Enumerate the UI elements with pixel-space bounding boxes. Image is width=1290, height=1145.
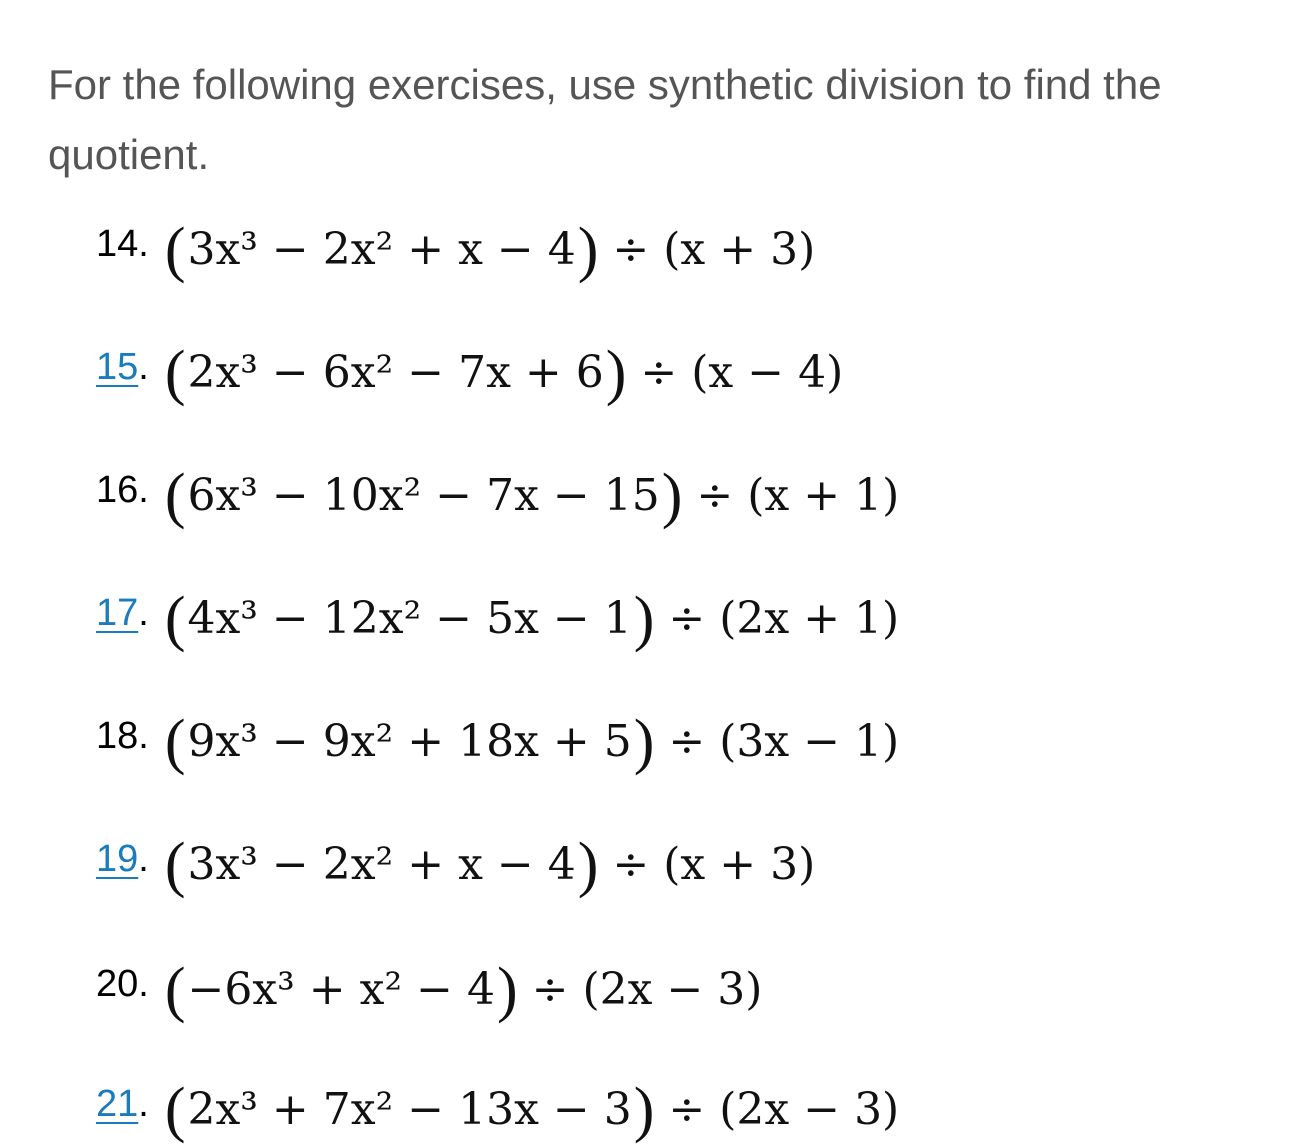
exercise-expression: ( 4x³ − 12x² − 5x − 1 ) ÷ (2x + 1) xyxy=(164,585,900,653)
division-symbol: ÷ xyxy=(612,224,650,275)
exercise-number-link[interactable]: 17 xyxy=(96,591,139,634)
division-symbol: ÷ xyxy=(668,716,706,767)
divisor: (2x − 3) xyxy=(582,964,763,1015)
divisor: (x + 1) xyxy=(747,470,900,521)
exercise-14: 14 . ( 3x³ − 2x² + x − 4 ) ÷ (x + 3) xyxy=(96,204,815,284)
division-symbol: ÷ xyxy=(668,593,706,644)
exercise-expression: ( 3x³ − 2x² + x − 4 ) ÷ (x + 3) xyxy=(164,831,816,899)
exercise-number-link[interactable]: 19 xyxy=(96,837,139,880)
divisor: (2x + 1) xyxy=(719,593,900,644)
divisor: (x − 4) xyxy=(691,347,844,398)
dividend: 3x³ − 2x² + x − 4 xyxy=(187,839,576,890)
divisor: (x + 3) xyxy=(663,839,816,890)
exercise-number: 18 xyxy=(96,714,139,757)
dividend: 9x³ − 9x² + 18x + 5 xyxy=(187,716,632,767)
dividend: −6x³ + x² − 4 xyxy=(187,964,495,1015)
division-symbol: ÷ xyxy=(640,347,678,398)
exercise-15: 15 . ( 2x³ − 6x² − 7x + 6 ) ÷ (x − 4) xyxy=(96,327,843,407)
exercise-number: 14 xyxy=(96,222,139,265)
exercise-19: 19 . ( 3x³ − 2x² + x − 4 ) ÷ (x + 3) xyxy=(96,819,815,899)
exercise-17: 17 . ( 4x³ − 12x² − 5x − 1 ) ÷ (2x + 1) xyxy=(96,573,899,653)
exercise-21: 21 . ( 2x³ + 7x² − 13x − 3 ) ÷ (2x − 3) xyxy=(96,1064,899,1144)
division-symbol: ÷ xyxy=(696,470,734,521)
dividend: 2x³ + 7x² − 13x − 3 xyxy=(187,1084,632,1135)
exercise-expression: ( 2x³ − 6x² − 7x + 6 ) ÷ (x − 4) xyxy=(164,339,844,407)
exercise-expression: ( 2x³ + 7x² − 13x − 3 ) ÷ (2x − 3) xyxy=(164,1076,900,1144)
divisor: (2x − 3) xyxy=(719,1084,900,1135)
exercise-expression: ( −6x³ + x² − 4 ) ÷ (2x − 3) xyxy=(164,956,763,1024)
division-symbol: ÷ xyxy=(531,964,569,1015)
exercise-expression: ( 3x³ − 2x² + x − 4 ) ÷ (x + 3) xyxy=(164,216,816,284)
division-symbol: ÷ xyxy=(668,1084,706,1135)
dividend: 6x³ − 10x² − 7x − 15 xyxy=(187,470,660,521)
division-symbol: ÷ xyxy=(612,839,650,890)
exercise-16: 16 . ( 6x³ − 10x² − 7x − 15 ) ÷ (x + 1) xyxy=(96,450,899,530)
instructions-text: For the following exercises, use synthetic division to find the quotient. xyxy=(48,61,1162,178)
dividend: 2x³ − 6x² − 7x + 6 xyxy=(187,347,604,398)
divisor: (x + 3) xyxy=(663,224,816,275)
exercise-expression: ( 9x³ − 9x² + 18x + 5 ) ÷ (3x − 1) xyxy=(164,708,900,776)
exercise-number-link[interactable]: 15 xyxy=(96,345,139,388)
exercise-number-link[interactable]: 21 xyxy=(96,1082,139,1125)
dividend: 4x³ − 12x² − 5x − 1 xyxy=(187,593,632,644)
exercise-number: 20 xyxy=(96,962,139,1005)
exercise-expression: ( 6x³ − 10x² − 7x − 15 ) ÷ (x + 1) xyxy=(164,462,900,530)
exercise-18: 18 . ( 9x³ − 9x² + 18x + 5 ) ÷ (3x − 1) xyxy=(96,696,899,776)
exercise-number: 16 xyxy=(96,468,139,511)
dividend: 3x³ − 2x² + x − 4 xyxy=(187,224,576,275)
divisor: (3x − 1) xyxy=(719,716,900,767)
exercise-20: 20 . ( −6x³ + x² − 4 ) ÷ (2x − 3) xyxy=(96,944,762,1024)
